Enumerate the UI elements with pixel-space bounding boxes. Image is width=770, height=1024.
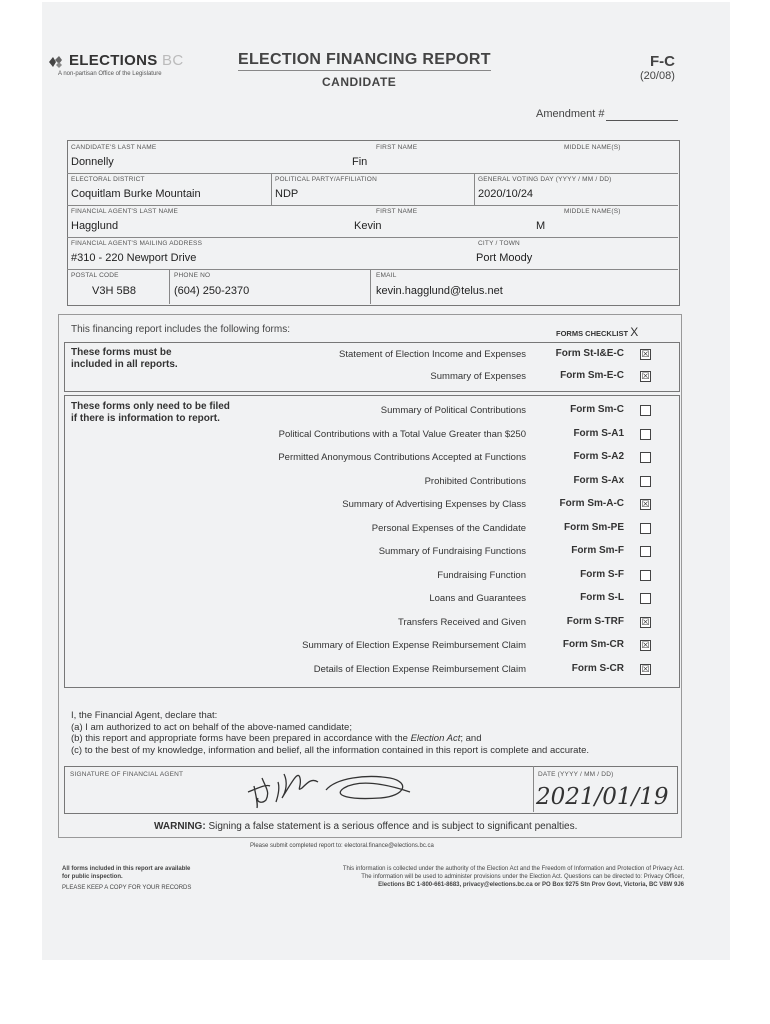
elections-bc-logo-icon <box>47 54 67 70</box>
party-label: POLITICAL PARTY/AFFILIATION <box>275 176 377 183</box>
form-description: Loans and Guarantees <box>429 593 526 604</box>
warning <box>154 821 577 832</box>
logo-text <box>69 52 183 69</box>
district[interactable]: Coquitlam Burke Mountain <box>71 188 201 200</box>
voting-day[interactable]: 2020/10/24 <box>478 188 534 200</box>
divider <box>271 173 272 205</box>
form-code: F-C <box>650 53 675 70</box>
agent-last-name[interactable]: Hagglund <box>71 220 119 232</box>
warning-bold: WARNING: <box>154 821 206 832</box>
form-description: Summary of Fundraising Functions <box>378 546 526 557</box>
form-code-label: Form Sm-E-C <box>560 370 624 381</box>
declaration-line-2-post: ; and <box>460 733 482 744</box>
form-checkbox[interactable] <box>640 405 651 416</box>
form-checkbox[interactable]: ☒ <box>641 640 650 650</box>
form-description: Transfers Received and Given <box>398 616 526 628</box>
logo-name: ELECTIONS <box>69 52 158 69</box>
group1-label-2: included in all reports. <box>71 359 178 370</box>
form-checkbox[interactable]: ☒ <box>641 499 650 509</box>
form-checkbox[interactable] <box>640 476 651 487</box>
declaration-line-0: I, the Financial Agent, declare that: <box>71 710 218 721</box>
form-code-label: Form S-F <box>580 568 624 580</box>
group1-label-1: These forms must be <box>71 347 172 358</box>
form-checkbox[interactable] <box>640 593 651 604</box>
form-code-label: Form Sm-PE <box>563 521 624 533</box>
divider <box>67 205 678 206</box>
agent-city-label: CITY / TOWN <box>478 240 520 247</box>
divider <box>67 173 678 174</box>
privacy-note-3: Elections BC 1-800-661-8683, privacy@elections.bc.ca or PO Box 9275 Stn Prov Govt, Victoria, BC V8W 9J6 <box>378 882 684 888</box>
privacy-note-1: This information is collected under the authority of the Election Act and the Freedom of Information and Protection of Privacy Act. <box>342 866 684 872</box>
form-code-label: Form Sm-CR <box>562 639 624 650</box>
party[interactable]: NDP <box>275 188 299 200</box>
form-version: (20/08) <box>640 70 675 82</box>
form-code-label: Form Sm-F <box>571 545 624 556</box>
agent-first-name-label: FIRST NAME <box>376 208 418 215</box>
agent-city[interactable]: Port Moody <box>476 252 533 264</box>
phone[interactable]: (604) 250-2370 <box>174 285 250 297</box>
form-checkbox[interactable] <box>640 523 651 534</box>
form-code-label: Form St-I&E-C <box>555 348 624 359</box>
privacy-note-2: The information will be used to administer provisions under the Election Act. Questions can be directed to: Privacy Officer, <box>361 874 684 880</box>
date-label: DATE (YYYY / MM / DD) <box>538 771 614 778</box>
divider <box>67 269 678 270</box>
email-label: EMAIL <box>376 272 397 279</box>
form-checkbox[interactable]: ☒ <box>641 371 650 381</box>
group2-label-2: if there is information to report. <box>71 413 220 424</box>
district-label: ELECTORAL DISTRICT <box>71 176 145 183</box>
handwritten-date: 2021/01/19 <box>536 784 669 810</box>
divider <box>169 269 170 304</box>
form-description: Statement of Election Income and Expenses <box>339 349 526 360</box>
candidate-last-name[interactable]: Donnelly <box>71 156 114 168</box>
checklist-header-mark: X <box>630 325 639 339</box>
group2-label-1: These forms only need to be filed <box>71 401 230 412</box>
signature-label: SIGNATURE OF FINANCIAL AGENT <box>70 771 184 778</box>
warning-text: Signing a false statement is a serious offence and is subject to significant penalties. <box>208 821 578 832</box>
form-code-label: Form S-A1 <box>573 427 624 439</box>
signature-image[interactable] <box>240 752 430 812</box>
declaration-line-1: (a) I am authorized to act on behalf of the above-named candidate; <box>71 721 352 733</box>
agent-middle-name[interactable]: M <box>536 220 546 232</box>
form-description: Prohibited Contributions <box>424 475 526 487</box>
form-checkbox[interactable] <box>640 570 651 581</box>
declaration-text <box>71 710 671 756</box>
public-note-1: All forms included in this report are available <box>62 866 191 872</box>
amendment-field[interactable] <box>606 120 678 121</box>
declaration-line-2-em: Election Act <box>410 733 461 744</box>
phone-label: PHONE NO <box>174 272 211 279</box>
form-checkbox[interactable] <box>640 429 651 440</box>
form-code-label: Form S-A2 <box>573 451 624 462</box>
candidate-first-name[interactable]: Fin <box>352 156 368 168</box>
declaration-line-2-pre: (b) this report and appropriate forms have been prepared in accordance with the <box>71 733 411 744</box>
divider <box>474 173 475 205</box>
form-code-label: Form S-CR <box>571 662 624 674</box>
form-description: Summary of Advertising Expenses by Class <box>342 499 526 510</box>
candidate-middle-name-label: MIDDLE NAME(S) <box>564 144 621 151</box>
checklist-header <box>556 325 638 339</box>
checklist-intro: This financing report includes the following forms: <box>71 324 290 335</box>
keep-copy-note: PLEASE KEEP A COPY FOR YOUR RECORDS <box>62 885 192 891</box>
agent-address[interactable]: #310 - 220 Newport Drive <box>71 252 197 264</box>
page-title: ELECTION FINANCING REPORT <box>238 51 491 71</box>
declaration-line-3: (c) to the best of my knowledge, information and belief, all the information contained in this report is complete and accurate. <box>71 744 590 756</box>
form-description: Summary of Expenses <box>430 371 526 382</box>
form-description: Permitted Anonymous Contributions Accepted at Functions <box>278 452 526 463</box>
checklist-header-text: FORMS CHECKLIST <box>556 329 629 338</box>
divider <box>67 237 678 238</box>
amendment-label: Amendment # <box>536 108 605 120</box>
form-description: Summary of Election Expense Reimbursement Claim <box>302 640 526 651</box>
form-code-label: Form Sm-C <box>570 404 624 415</box>
declaration-line-2 <box>71 733 671 745</box>
postal-code-label: POSTAL CODE <box>71 272 119 279</box>
form-checkbox[interactable]: ☒ <box>641 663 650 674</box>
agent-address-label: FINANCIAL AGENT'S MAILING ADDRESS <box>71 240 203 247</box>
form-checkbox[interactable]: ☒ <box>641 616 650 627</box>
divider <box>370 269 371 304</box>
form-code-label: Form S-L <box>580 592 624 603</box>
form-checkbox[interactable]: ☒ <box>641 349 650 359</box>
form-description: Fundraising Function <box>437 569 526 581</box>
form-code-label: Form S-TRF <box>566 615 624 627</box>
logo-bc: BC <box>162 52 184 69</box>
form-code-label: Form Sm-A-C <box>559 498 624 509</box>
voting-day-label: GENERAL VOTING DAY (YYYY / MM / DD) <box>478 176 612 183</box>
email[interactable]: kevin.hagglund@telus.net <box>376 285 503 297</box>
submit-note: Please submit completed report to: electoral.finance@elections.bc.ca <box>250 843 434 849</box>
page-subtitle: CANDIDATE <box>322 75 397 89</box>
logo-subtitle: A non-partisan Office of the Legislature <box>58 71 162 77</box>
form-checkbox[interactable] <box>640 452 651 463</box>
form-description: Details of Election Expense Reimbursement Claim <box>313 663 526 675</box>
handwritten-date-image[interactable] <box>534 776 674 810</box>
agent-first-name[interactable]: Kevin <box>354 220 382 232</box>
agent-last-name-label: FINANCIAL AGENT'S LAST NAME <box>71 208 179 215</box>
form-description: Political Contributions with a Total Value Greater than $250 <box>278 428 526 440</box>
candidate-first-name-label: FIRST NAME <box>376 144 418 151</box>
form-code-label: Form S-Ax <box>573 474 624 486</box>
form-description: Personal Expenses of the Candidate <box>371 522 526 534</box>
form-checkbox[interactable] <box>640 546 651 557</box>
postal-code[interactable]: V3H 5B8 <box>92 285 137 297</box>
form-description: Summary of Political Contributions <box>380 405 526 416</box>
agent-middle-name-label: MIDDLE NAME(S) <box>564 208 621 215</box>
candidate-last-name-label: CANDIDATE'S LAST NAME <box>71 144 157 151</box>
public-note-2: for public inspection. <box>62 874 123 880</box>
